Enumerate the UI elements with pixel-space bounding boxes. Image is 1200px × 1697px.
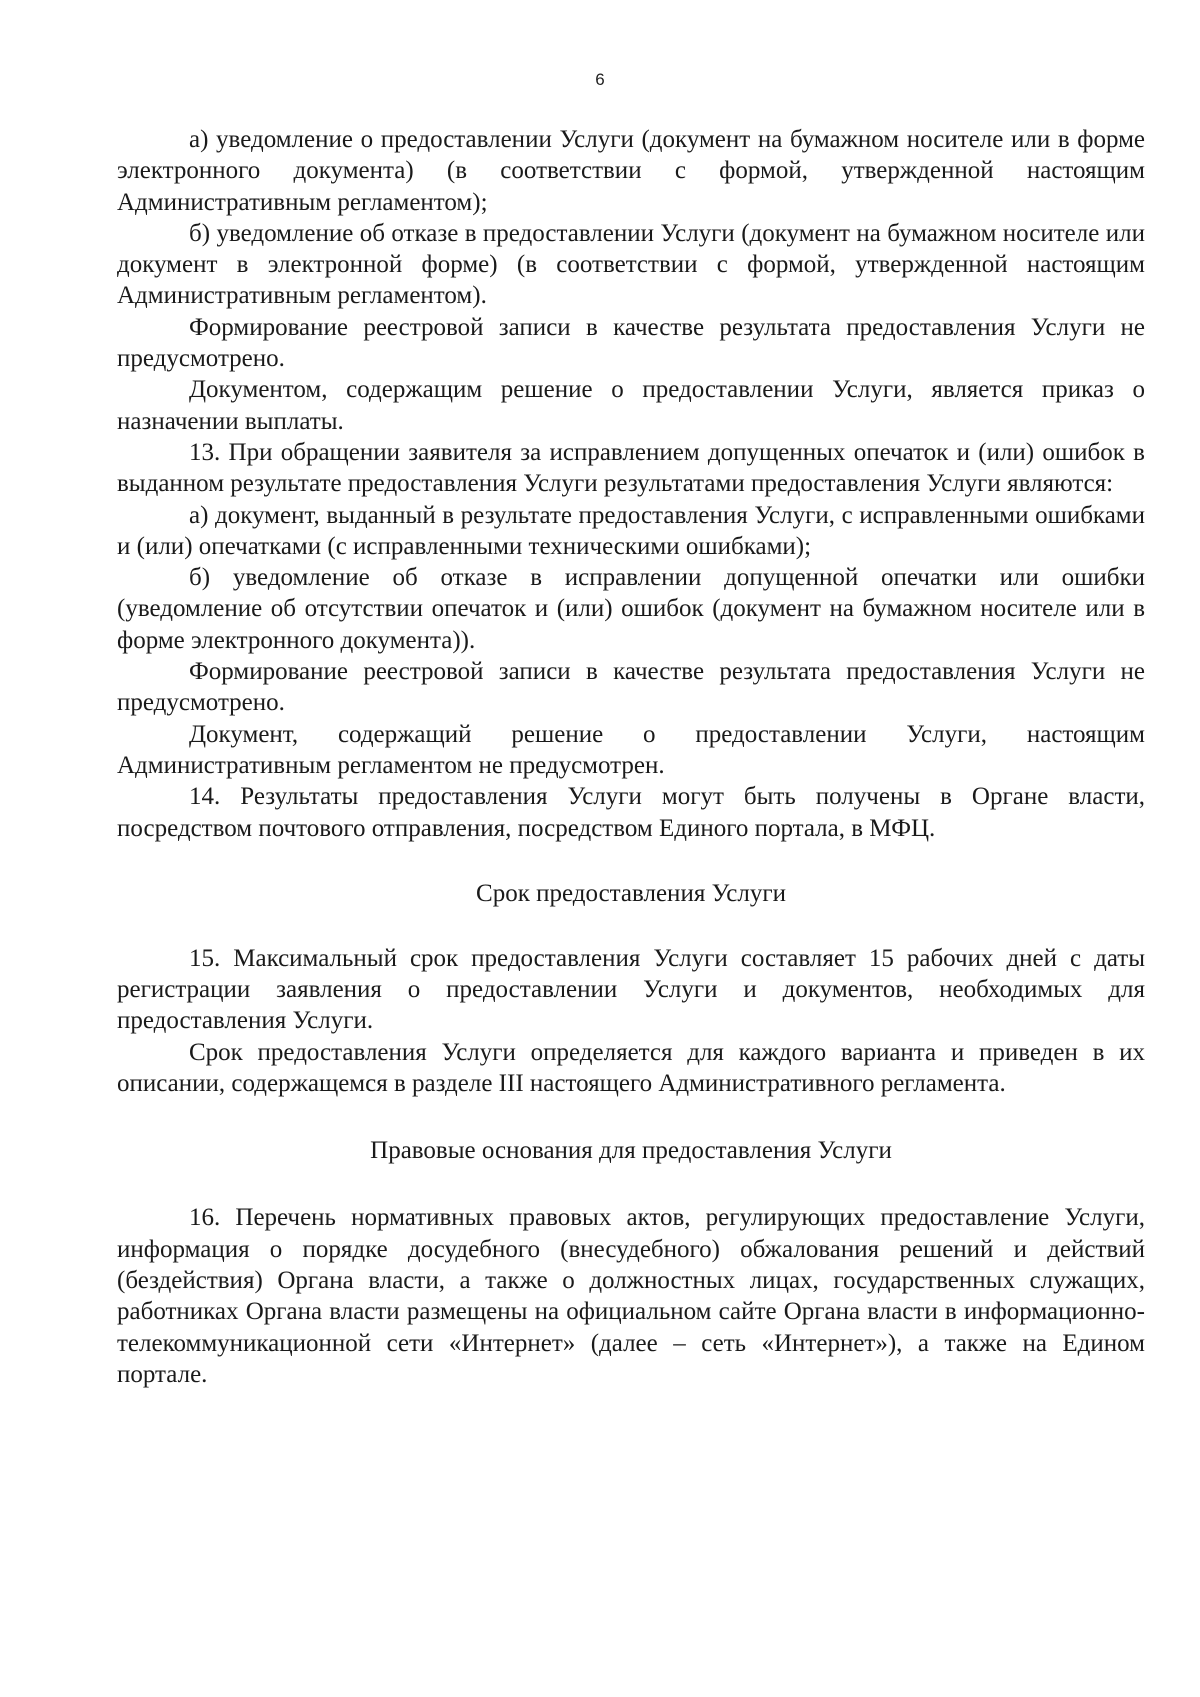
section-spacer [117,844,1145,878]
paragraph-item-16: 16. Перечень нормативных правовых актов, регулирующих предоставление Услуги, информация о порядке досудебного (внесудебного) обжалования решений и действий (бездействия) Органа власти, а также о должностных лицах, государственных служащих, работниках Органа власти размещены на официальном сайте Органа власти в информационно-телекоммуникационной сети «Интернет» (далее – сеть «Интернет»), а также на Едином портале. [117,1204,1145,1388]
paragraph-decision-document: Документом, содержащим решение о предоставлении Услуги, является приказ о назначении выплаты. [117,376,1145,435]
paragraph-registry-record: Формирование реестровой записи в качестве результата предоставления Услуги не предусмотрено. [117,313,1145,373]
section-heading-legal-basis: Правовые основания для предоставления Услуги [370,1137,892,1165]
paragraph-item-14: 14. Результаты предоставления Услуги могут быть получены в Органе власти, посредством почтового отправления, посредством Единого портала, в МФЦ. [117,783,1145,842]
document-body [117,124,1145,1390]
paragraph-result-refusal-b: б) уведомление об отказе в предоставлении Услуги (документ на бумажном носителе или документ в электронной форме) (в соответствии с формой, утвержденной настоящим Административным регламентом). [117,219,1145,310]
paragraph-item-13: 13. При обращении заявителя за исправлением допущенных опечаток и (или) ошибок в выданном результате предоставления Услуги результатами предоставления Услуги являются: [117,438,1145,498]
paragraph-corrected-document-a: а) документ, выданный в результате предоставления Услуги, с исправленными ошибками и (или) опечатками (с исправленными техническими ошибками); [117,501,1145,560]
section-spacer [117,909,1145,943]
paragraph-correction-refusal-b: б) уведомление об отказе в исправлении допущенной опечатки или ошибки (уведомление об отсутствии опечаток и (или) ошибок (документ на бумажном носителе или в форме электронного документа)). [117,564,1145,654]
section-spacer [117,1099,1145,1135]
page-number: 6 [595,70,605,89]
paragraph-decision-document-2: Документ, содержащий решение о предоставлении Услуги, настоящим Административным регламентом не предусмотрен. [117,720,1145,779]
paragraph-term-per-variant: Срок предоставления Услуги определяется для каждого варианта и приведен в их описании, содержащемся в разделе III настоящего Административного регламента. [117,1038,1145,1098]
paragraph-result-notice-a: а) уведомление о предоставлении Услуги (документ на бумажном носителе или в форме электронного документа) (в соответствии с формой, утвержденной настоящим Административным регламентом); [117,126,1145,216]
section-heading-service-term: Срок предоставления Услуги [476,879,786,907]
section-spacer [117,1166,1145,1202]
paragraph-registry-record-2: Формирование реестровой записи в качестве результата предоставления Услуги не предусмотрено. [117,658,1145,717]
paragraph-item-15: 15. Максимальный срок предоставления Услуги составляет 15 рабочих дней с даты регистрации заявления о предоставлении Услуги и документов, необходимых для предоставления Услуги. [117,944,1145,1035]
